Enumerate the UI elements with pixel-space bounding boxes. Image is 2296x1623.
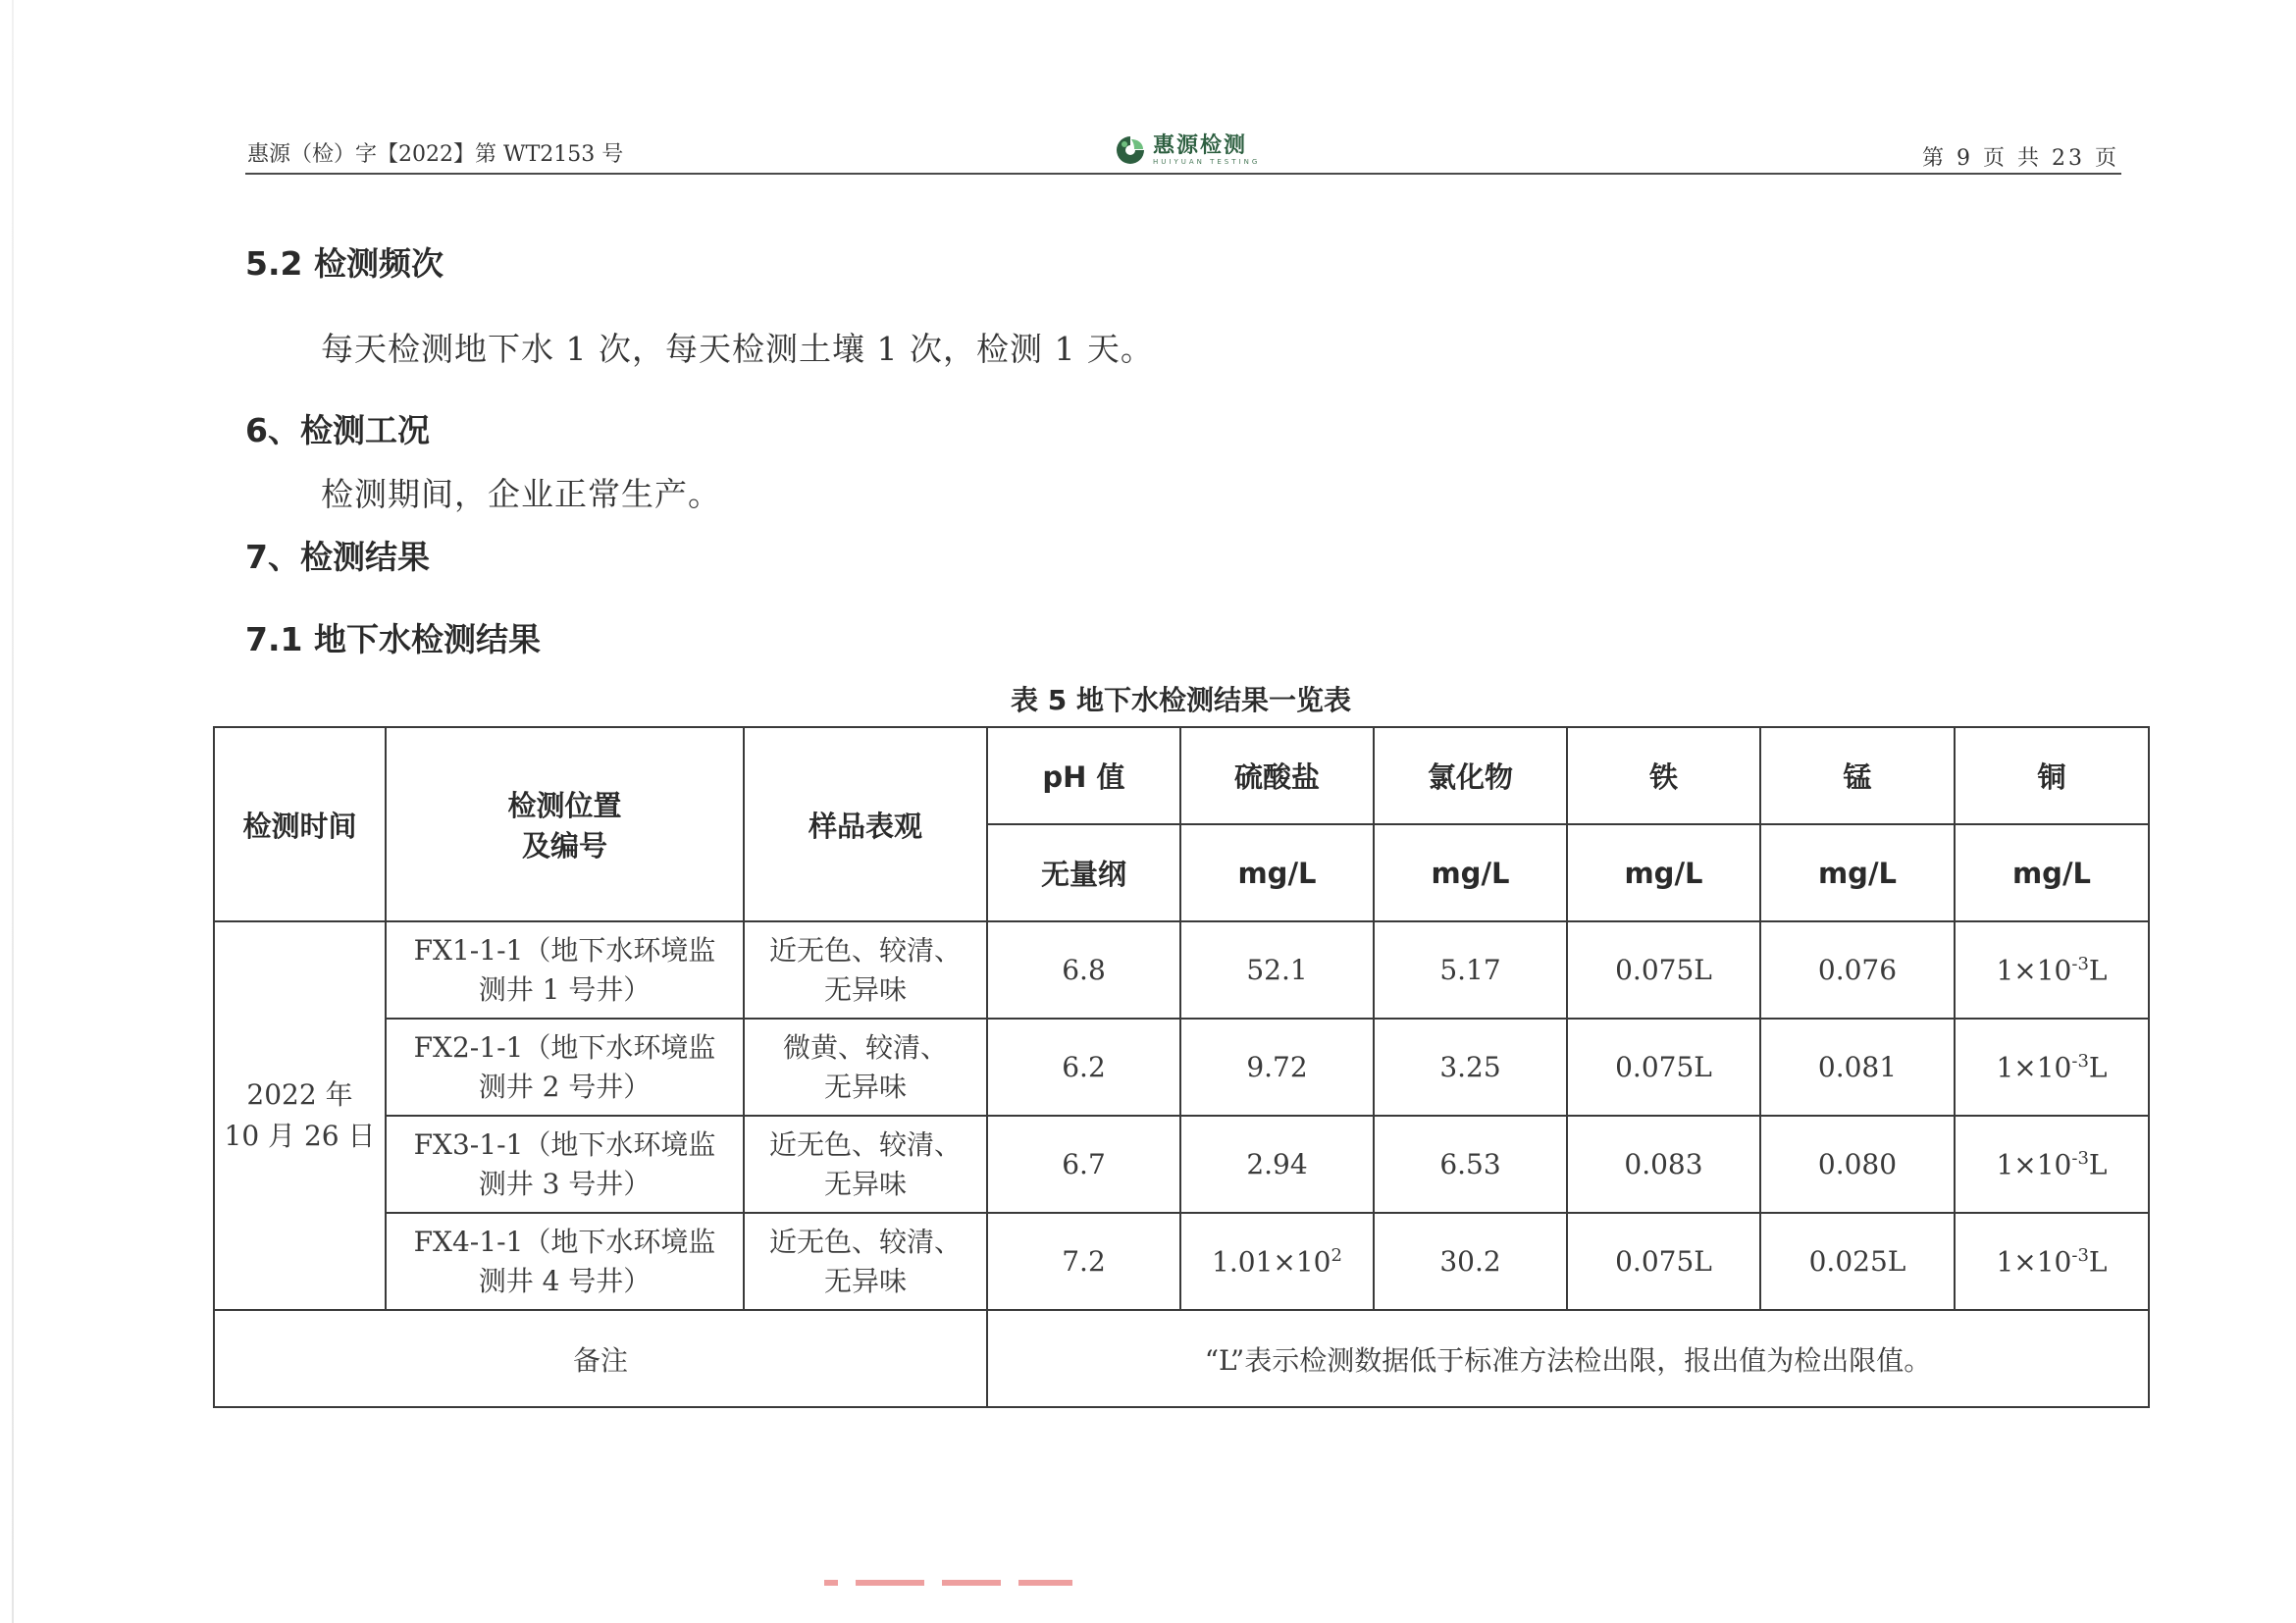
section-6-title: 6、检测工况 [245,411,430,449]
header-appearance: 样品表观 [744,727,987,921]
unit-copper: mg/L [1955,824,2149,921]
copper-exponent: -3 [2071,953,2089,974]
manganese-value: 0.076 [1760,921,1955,1019]
copper-base: 1×10 [1996,954,2072,987]
section-6-text: 检测期间，企业正常生产。 [321,475,721,513]
section-5-2-title: 5.2 检测频次 [245,244,444,283]
appearance-line1: 近无色、较清、 [768,1127,962,1161]
note-row [214,1310,2149,1407]
copper-suffix: L [2088,1051,2108,1084]
position-cell [386,921,744,1019]
copper-suffix: L [2088,1148,2108,1181]
position-line2: 测井 3 号井） [478,1167,652,1200]
position-line1: FX1-1-1（地下水环境监 [413,933,716,967]
sulfate-value: 9.72 [1180,1019,1374,1116]
table-row [214,1019,2149,1116]
appearance-line1: 近无色、较清、 [768,933,962,967]
copper-suffix: L [2088,1245,2108,1279]
header-param-copper: 铜 [1955,727,2149,824]
appearance-cell [744,921,987,1019]
stamp-fragment [824,1580,1148,1594]
unit-sulfate: mg/L [1180,824,1374,921]
appearance-line1: 微黄、较清、 [782,1030,948,1064]
chloride-value: 5.17 [1374,921,1567,1019]
company-logo [1114,133,1260,167]
ph-value: 6.8 [987,921,1180,1019]
iron-value: 0.075L [1567,1213,1760,1310]
appearance-line1: 近无色、较清、 [768,1225,962,1258]
header-position-line2: 及编号 [521,829,607,863]
table-row [214,1116,2149,1213]
groundwater-results-table [213,726,2150,1408]
iron-value: 0.083 [1567,1116,1760,1213]
iron-value: 0.075L [1567,921,1760,1019]
position-line1: FX2-1-1（地下水环境监 [413,1030,716,1064]
logo-subtitle: HUIYUAN TESTING [1153,158,1261,166]
copper-value [1955,1116,2149,1213]
appearance-cell [744,1116,987,1213]
appearance-line2: 无异味 [823,1070,907,1103]
logo-mark-icon [1114,133,1147,167]
chloride-value: 30.2 [1374,1213,1567,1310]
section-7-title: 7、检测结果 [245,538,430,576]
copper-base: 1×10 [1996,1245,2072,1279]
appearance-cell [744,1213,987,1310]
copper-suffix: L [2088,954,2108,987]
header-param-chloride: 氯化物 [1374,727,1567,824]
appearance-line2: 无异味 [823,972,907,1006]
header-param-ph: pH 值 [987,727,1180,824]
chloride-value: 6.53 [1374,1116,1567,1213]
iron-value: 0.075L [1567,1019,1760,1116]
header-param-manganese: 锰 [1760,727,1955,824]
page-header [245,135,2121,175]
document-number: 惠源（检）字【2022】第 WT2153 号 [247,142,624,167]
date-line1: 2022 年 [246,1078,353,1111]
unit-ph: 无量纲 [987,824,1180,921]
header-param-sulfate: 硫酸盐 [1180,727,1374,824]
date-line2: 10 月 26 日 [224,1120,376,1152]
header-position [386,727,744,921]
appearance-line2: 无异味 [823,1264,907,1297]
manganese-value: 0.080 [1760,1116,1955,1213]
scan-edge [12,0,14,1623]
copper-value [1955,1019,2149,1116]
note-text: “L”表示检测数据低于标准方法检出限，报出值为检出限值。 [987,1310,2149,1407]
page-number: 第 9 页 共 23 页 [1922,146,2119,171]
position-line2: 测井 4 号井） [478,1264,652,1297]
copper-exponent: -3 [2071,1244,2089,1266]
position-line2: 测井 2 号井） [478,1070,652,1103]
position-line2: 测井 1 号井） [478,972,652,1006]
ph-value: 6.7 [987,1116,1180,1213]
copper-exponent: -3 [2071,1050,2089,1072]
unit-manganese: mg/L [1760,824,1955,921]
copper-base: 1×10 [1996,1148,2072,1181]
table-caption: 表 5 地下水检测结果一览表 [1011,684,1351,716]
copper-exponent: -3 [2071,1147,2089,1169]
appearance-line2: 无异味 [823,1167,907,1200]
results-table-wrap [213,726,2150,1408]
logo-name: 惠源检测 [1153,133,1248,158]
sulfate-value: 2.94 [1180,1116,1374,1213]
table-row [214,921,2149,1019]
ph-value: 6.2 [987,1019,1180,1116]
header-time: 检测时间 [214,727,386,921]
sampling-date [214,921,386,1310]
unit-chloride: mg/L [1374,824,1567,921]
position-cell [386,1116,744,1213]
copper-value [1955,921,2149,1019]
chloride-value: 3.25 [1374,1019,1567,1116]
position-cell [386,1213,744,1310]
sulfate-value: 52.1 [1180,921,1374,1019]
ph-value: 7.2 [987,1213,1180,1310]
manganese-value: 0.081 [1760,1019,1955,1116]
manganese-value: 0.025L [1760,1213,1955,1310]
table-row [214,1213,2149,1310]
position-line1: FX4-1-1（地下水环境监 [413,1225,716,1258]
appearance-cell [744,1019,987,1116]
section-7-1-title: 7.1 地下水检测结果 [245,620,541,658]
sulfate-base: 1.01×10 [1212,1245,1331,1279]
position-line1: FX3-1-1（地下水环境监 [413,1127,716,1161]
copper-value [1955,1213,2149,1310]
sulfate-exponent: 2 [1331,1244,1342,1266]
copper-base: 1×10 [1996,1051,2072,1084]
header-param-iron: 铁 [1567,727,1760,824]
unit-iron: mg/L [1567,824,1760,921]
header-row-params [214,727,2149,824]
note-label: 备注 [214,1310,987,1407]
section-5-2-text: 每天检测地下水 1 次，每天检测土壤 1 次，检测 1 天。 [321,330,1154,368]
position-cell [386,1019,744,1116]
header-position-line1: 检测位置 [507,789,622,822]
sulfate-value [1180,1213,1374,1310]
